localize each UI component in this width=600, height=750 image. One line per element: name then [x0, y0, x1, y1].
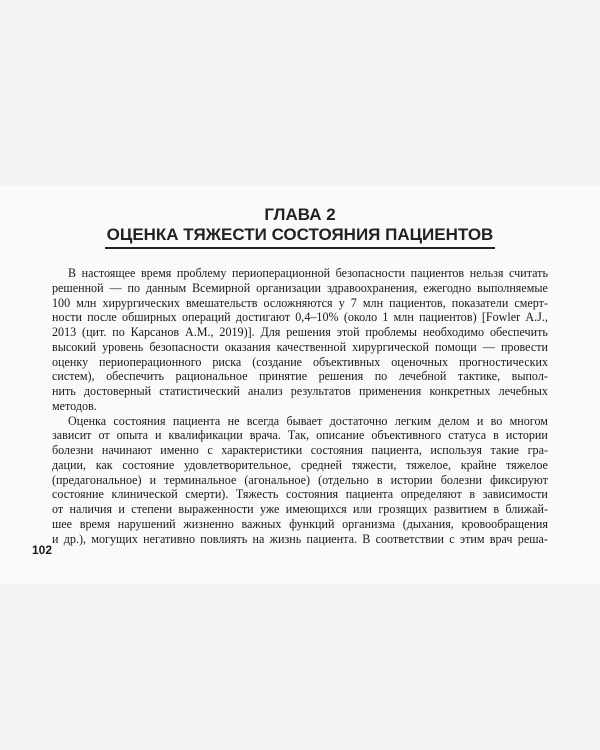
- text-line: 100 млн хирургических вмешательств осложняются у 7 млн пациентов, показатели смерт-: [52, 295, 548, 310]
- text-line: высокий уровень безопасности оказания качественной хирургической помощи — провести: [52, 339, 548, 354]
- text-line: решенной — по данным Всемирной организации здравоохранения, ежегодно выполняемые: [52, 280, 548, 295]
- text-line: систем), обеспечить рациональное принятие решения по лечебной тактике, выпол-: [52, 369, 548, 384]
- book-page: [0, 186, 600, 584]
- chapter-title: ОЦЕНКА ТЯЖЕСТИ СОСТОЯНИЯ ПАЦИЕНТОВ: [105, 225, 496, 249]
- text-line: методов.: [52, 398, 97, 413]
- text-line: (предагональное) и терминальное (агональное) (отдельно в истории болезни фиксируют: [52, 472, 548, 487]
- text-line: зависит от опыта и квалификации врача. Так, описание объективного статуса в истории: [52, 428, 548, 443]
- text-line: В настоящее время проблему периоперационной безопасности пациентов нельзя считать: [68, 266, 548, 280]
- text-line: и др.), могущих негативно повлиять на жизнь пациента. В соответствии с этим врач реша-: [52, 531, 548, 546]
- text-line: дации, как состояние удовлетворительное, средней тяжести, тяжелое, крайне тяжелое: [52, 457, 548, 472]
- text-line: Оценка состояния пациента не всегда бывает достаточно легким делом и во многом: [68, 413, 548, 428]
- text-line: шее время нарушений жизненно важных функций организма (дыхания, кровообращения: [52, 516, 548, 531]
- text-line: 2013 (цит. по Карсанов А.М., 2019)]. Для решения этой проблемы необходимо обеспечить: [52, 325, 548, 339]
- text-line: ности после обширных операций достигают 0,4–10% (около 1 млн пациентов) [Fowler A.J.,: [52, 310, 548, 325]
- chapter-number: ГЛАВА 2: [264, 205, 336, 224]
- page-number: 102: [32, 543, 53, 557]
- body-text: [52, 266, 548, 546]
- text-line: от наличия и степени выраженности уже имеющихся или грозящих развитием в ближай-: [52, 502, 548, 516]
- chapter-heading: [0, 204, 600, 249]
- text-line: болезни начинают именно с характеристики состояния пациента, используя такие гра-: [52, 443, 548, 457]
- text-line: нить достоверный статистический анализ результатов применения конкретных лечебных: [52, 384, 548, 398]
- text-line: оценку периоперационного риска (создание объективных оценочных прогностических: [52, 354, 548, 369]
- text-line: состояние клинической смерти). Тяжесть состояния пациента определяют в зависимости: [52, 487, 548, 502]
